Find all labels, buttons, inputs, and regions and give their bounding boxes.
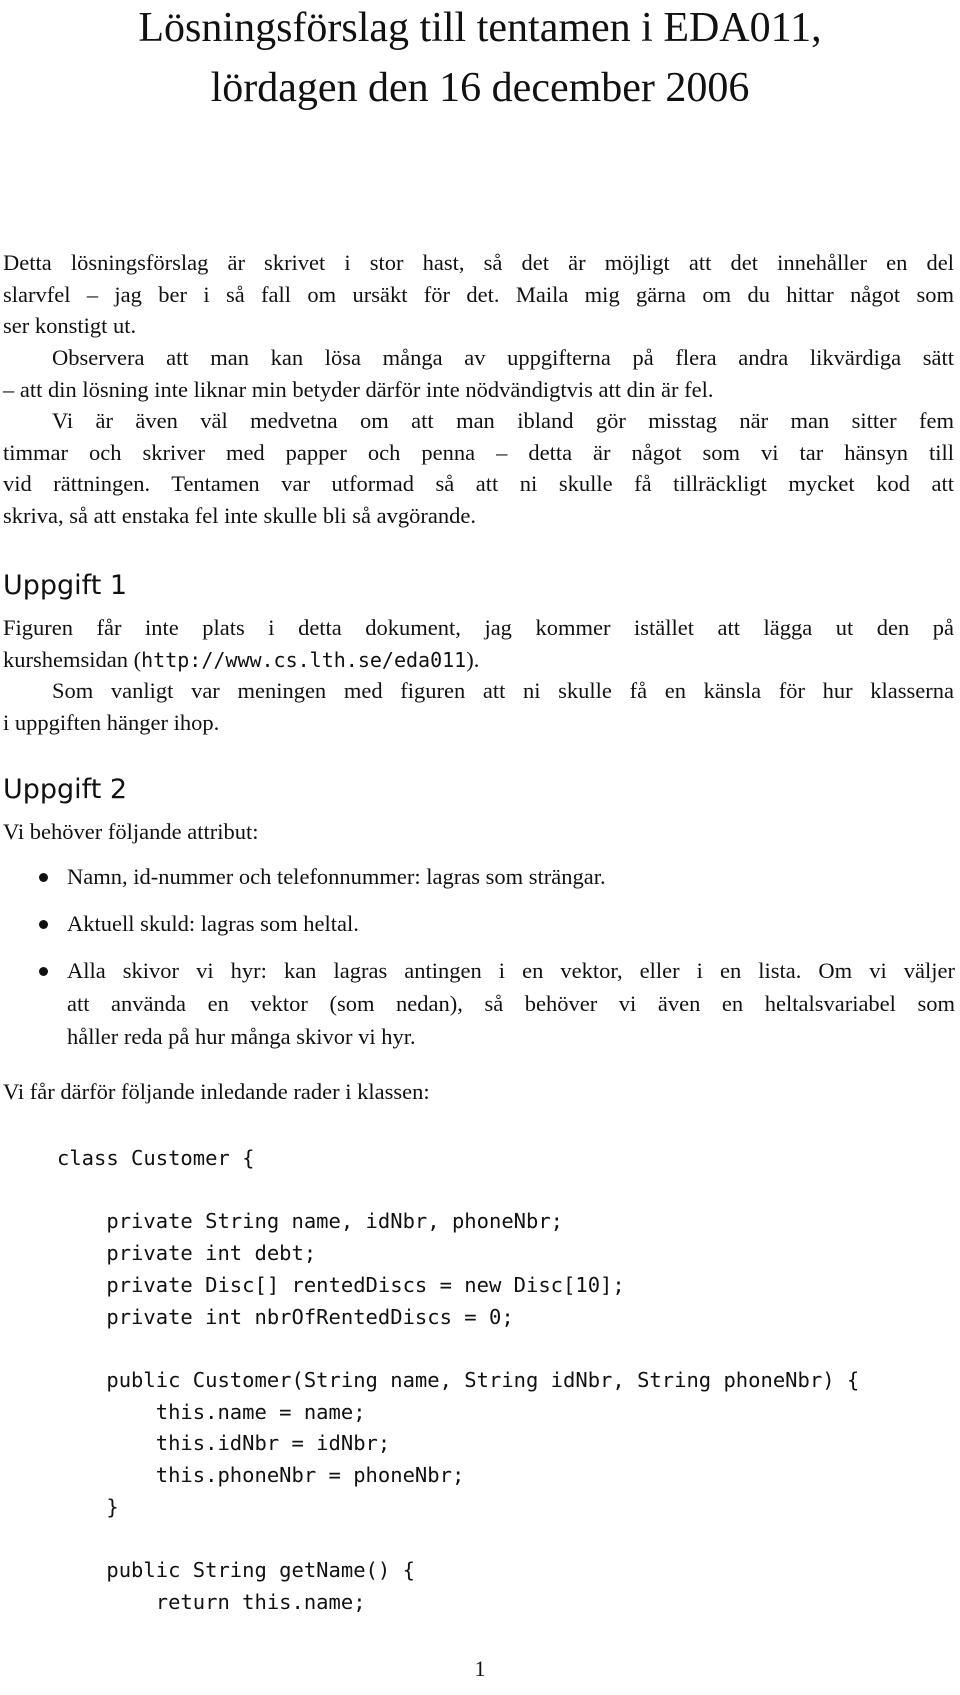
text-line [3, 644, 954, 677]
bullet-icon [39, 873, 48, 882]
code-line: } [57, 1494, 119, 1519]
uppgift-2-intro [3, 816, 954, 848]
uppgift-1-paragraph-2 [3, 675, 954, 738]
text-line: Observera att man kan lösa många av uppgifterna på flera andra likvärdiga sätt [52, 345, 954, 370]
uppgift-2-outro [3, 1076, 954, 1108]
text-line: håller reda på hur många skivor vi hyr. [67, 1024, 416, 1049]
text-line: skriva, så att enstaka fel inte skulle bli så avgörande. [3, 502, 476, 528]
list-item-text: Aktuell skuld: lagras som heltal. [67, 911, 359, 936]
code-line: this.idNbr = idNbr; [57, 1431, 391, 1456]
text-line: att använda en vektor (som nedan), så behöver vi även en heltalsvariabel som [67, 991, 955, 1016]
list-item [0, 907, 960, 940]
text-line: slarvfel – jag ber i så fall om ursäkt för det. Maila mig gärna om du hittar något som [3, 281, 954, 307]
code-line: public Customer(String name, String idNbr, String phoneNbr) { [57, 1367, 860, 1392]
text-line: Som vanligt var meningen med figuren att ni skulle få en känsla för hur klasserna [52, 678, 954, 703]
bullet-icon [39, 920, 48, 929]
title-line-1: Lösningsförslag till tentamen i EDA011, [138, 5, 822, 51]
code-line [57, 1523, 859, 1555]
bullet-icon [39, 967, 48, 976]
attribute-list [0, 860, 960, 1067]
text-line: Vi behöver följande attribut: [3, 819, 259, 844]
text-line: vid rättningen. Tentamen var utformad så att ni skulle få tillräckligt mycket kod att [3, 471, 954, 496]
code-line: class Customer { [57, 1146, 255, 1170]
text-fragment: ). [466, 646, 480, 672]
section-heading-uppgift-2: Uppgift 2 [3, 774, 128, 805]
code-line: this.name = name; [57, 1399, 366, 1424]
document-title [0, 0, 960, 118]
intro-paragraph-3 [3, 405, 954, 531]
code-line: private Disc[] rentedDiscs = new Disc[10]; [57, 1272, 625, 1297]
list-item-text: Namn, id-nummer och telefonnummer: lagras som strängar. [67, 864, 606, 889]
text-line: i uppgiften hänger ihop. [3, 709, 220, 735]
code-line: public String getName() { [57, 1558, 415, 1583]
title-line-2: lördagen den 16 december 2006 [210, 65, 750, 111]
uppgift-1-paragraph-1 [3, 612, 954, 676]
text-line: – att din lösning inte liknar min betyder därför inte nödvändigtvis att din är fel. [3, 376, 714, 402]
text-line: Figuren får inte plats i detta dokument, jag kommer istället att lägga ut den på [3, 615, 954, 640]
page-number: 1 [474, 1656, 486, 1681]
code-line: this.phoneNbr = phoneNbr; [57, 1463, 465, 1487]
text-fragment: kurshemsidan ( [3, 646, 142, 672]
code-line [57, 1333, 859, 1365]
code-line: private int debt; [57, 1241, 317, 1266]
section-heading-uppgift-1: Uppgift 1 [3, 570, 128, 601]
text-line: Vi är även väl medvetna om att man ibland gör misstag när man sitter fem [52, 408, 954, 433]
list-item [0, 860, 960, 893]
text-line: ser konstigt ut. [3, 313, 137, 338]
list-item [0, 954, 960, 1053]
code-line: private int nbrOfRentedDiscs = 0; [57, 1304, 514, 1329]
text-line: Detta lösningsförslag är skrivet i stor hast, så det är möjligt att det innehåller en del [3, 250, 954, 275]
text-line: timmar och skriver med papper och penna – detta är något som vi tar hänsyn till [3, 439, 954, 465]
course-url-link[interactable]: http://www.cs.lth.se/eda011 [141, 647, 467, 672]
code-line: return this.name; [57, 1589, 366, 1614]
text-line: Vi får därför följande inledande rader i klassen: [3, 1079, 430, 1104]
list-item-text [67, 954, 955, 1053]
code-line: private String name, idNbr, phoneNbr; [57, 1209, 564, 1234]
intro-paragraph-2 [3, 342, 954, 405]
code-line [57, 1175, 859, 1207]
intro-paragraph-1 [3, 247, 954, 342]
text-line: Alla skivor vi hyr: kan lagras antingen i en vektor, eller i en lista. Om vi väljer [67, 958, 955, 983]
code-block [57, 1143, 859, 1619]
